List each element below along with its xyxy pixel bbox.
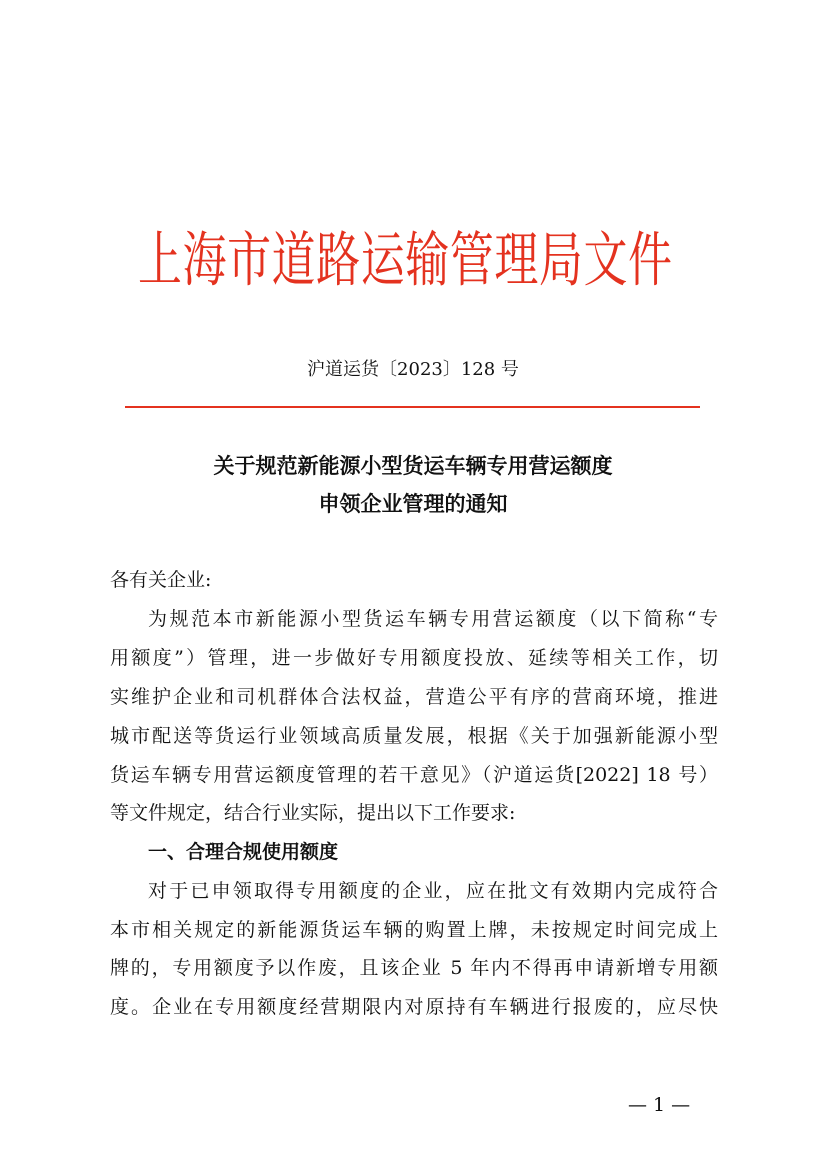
issuer-title: 上海市道路运输管理局文件	[138, 226, 672, 296]
page-number: — 1 —	[628, 1094, 691, 1116]
paragraph-line: 城市配送等货运行业领域高质量发展，根据《关于加强新能源小型	[110, 725, 718, 747]
paragraph-line: 为规范本市新能源小型货运车辆专用营运额度（以下简称“专	[148, 608, 718, 630]
section-heading: 一、合理合规使用额度	[148, 841, 339, 863]
paragraph-line: 牌的，专用额度予以作废，且该企业 5 年内不得再申请新增专用额	[110, 957, 718, 979]
paragraph-line: 度。企业在专用额度经营期限内对原持有车辆进行报废的，应尽快	[110, 996, 718, 1018]
salutation: 各有关企业:	[110, 569, 212, 591]
red-divider	[125, 406, 700, 408]
paragraph-line: 等文件规定，结合行业实际，提出以下工作要求:	[110, 802, 516, 824]
document-number: 沪道运货〔2023〕128 号	[307, 359, 519, 380]
paragraph-line: 对于已申领取得专用额度的企业，应在批文有效期内完成符合	[148, 880, 718, 902]
paragraph-line: 货运车辆专用营运额度管理的若干意见》（沪道运货[2022] 18 号）	[110, 764, 718, 786]
paragraph-line: 本市相关规定的新能源货运车辆的购置上牌，未按规定时间完成上	[110, 919, 718, 941]
document-title-line-1: 关于规范新能源小型货运车辆专用营运额度	[213, 454, 613, 478]
document-title-line-2: 申领企业管理的通知	[318, 492, 508, 516]
paragraph-line: 实维护企业和司机群体合法权益，营造公平有序的营商环境，推进	[110, 686, 718, 708]
paragraph-line: 用额度”）管理，进一步做好专用额度投放、延续等相关工作，切	[110, 647, 718, 669]
